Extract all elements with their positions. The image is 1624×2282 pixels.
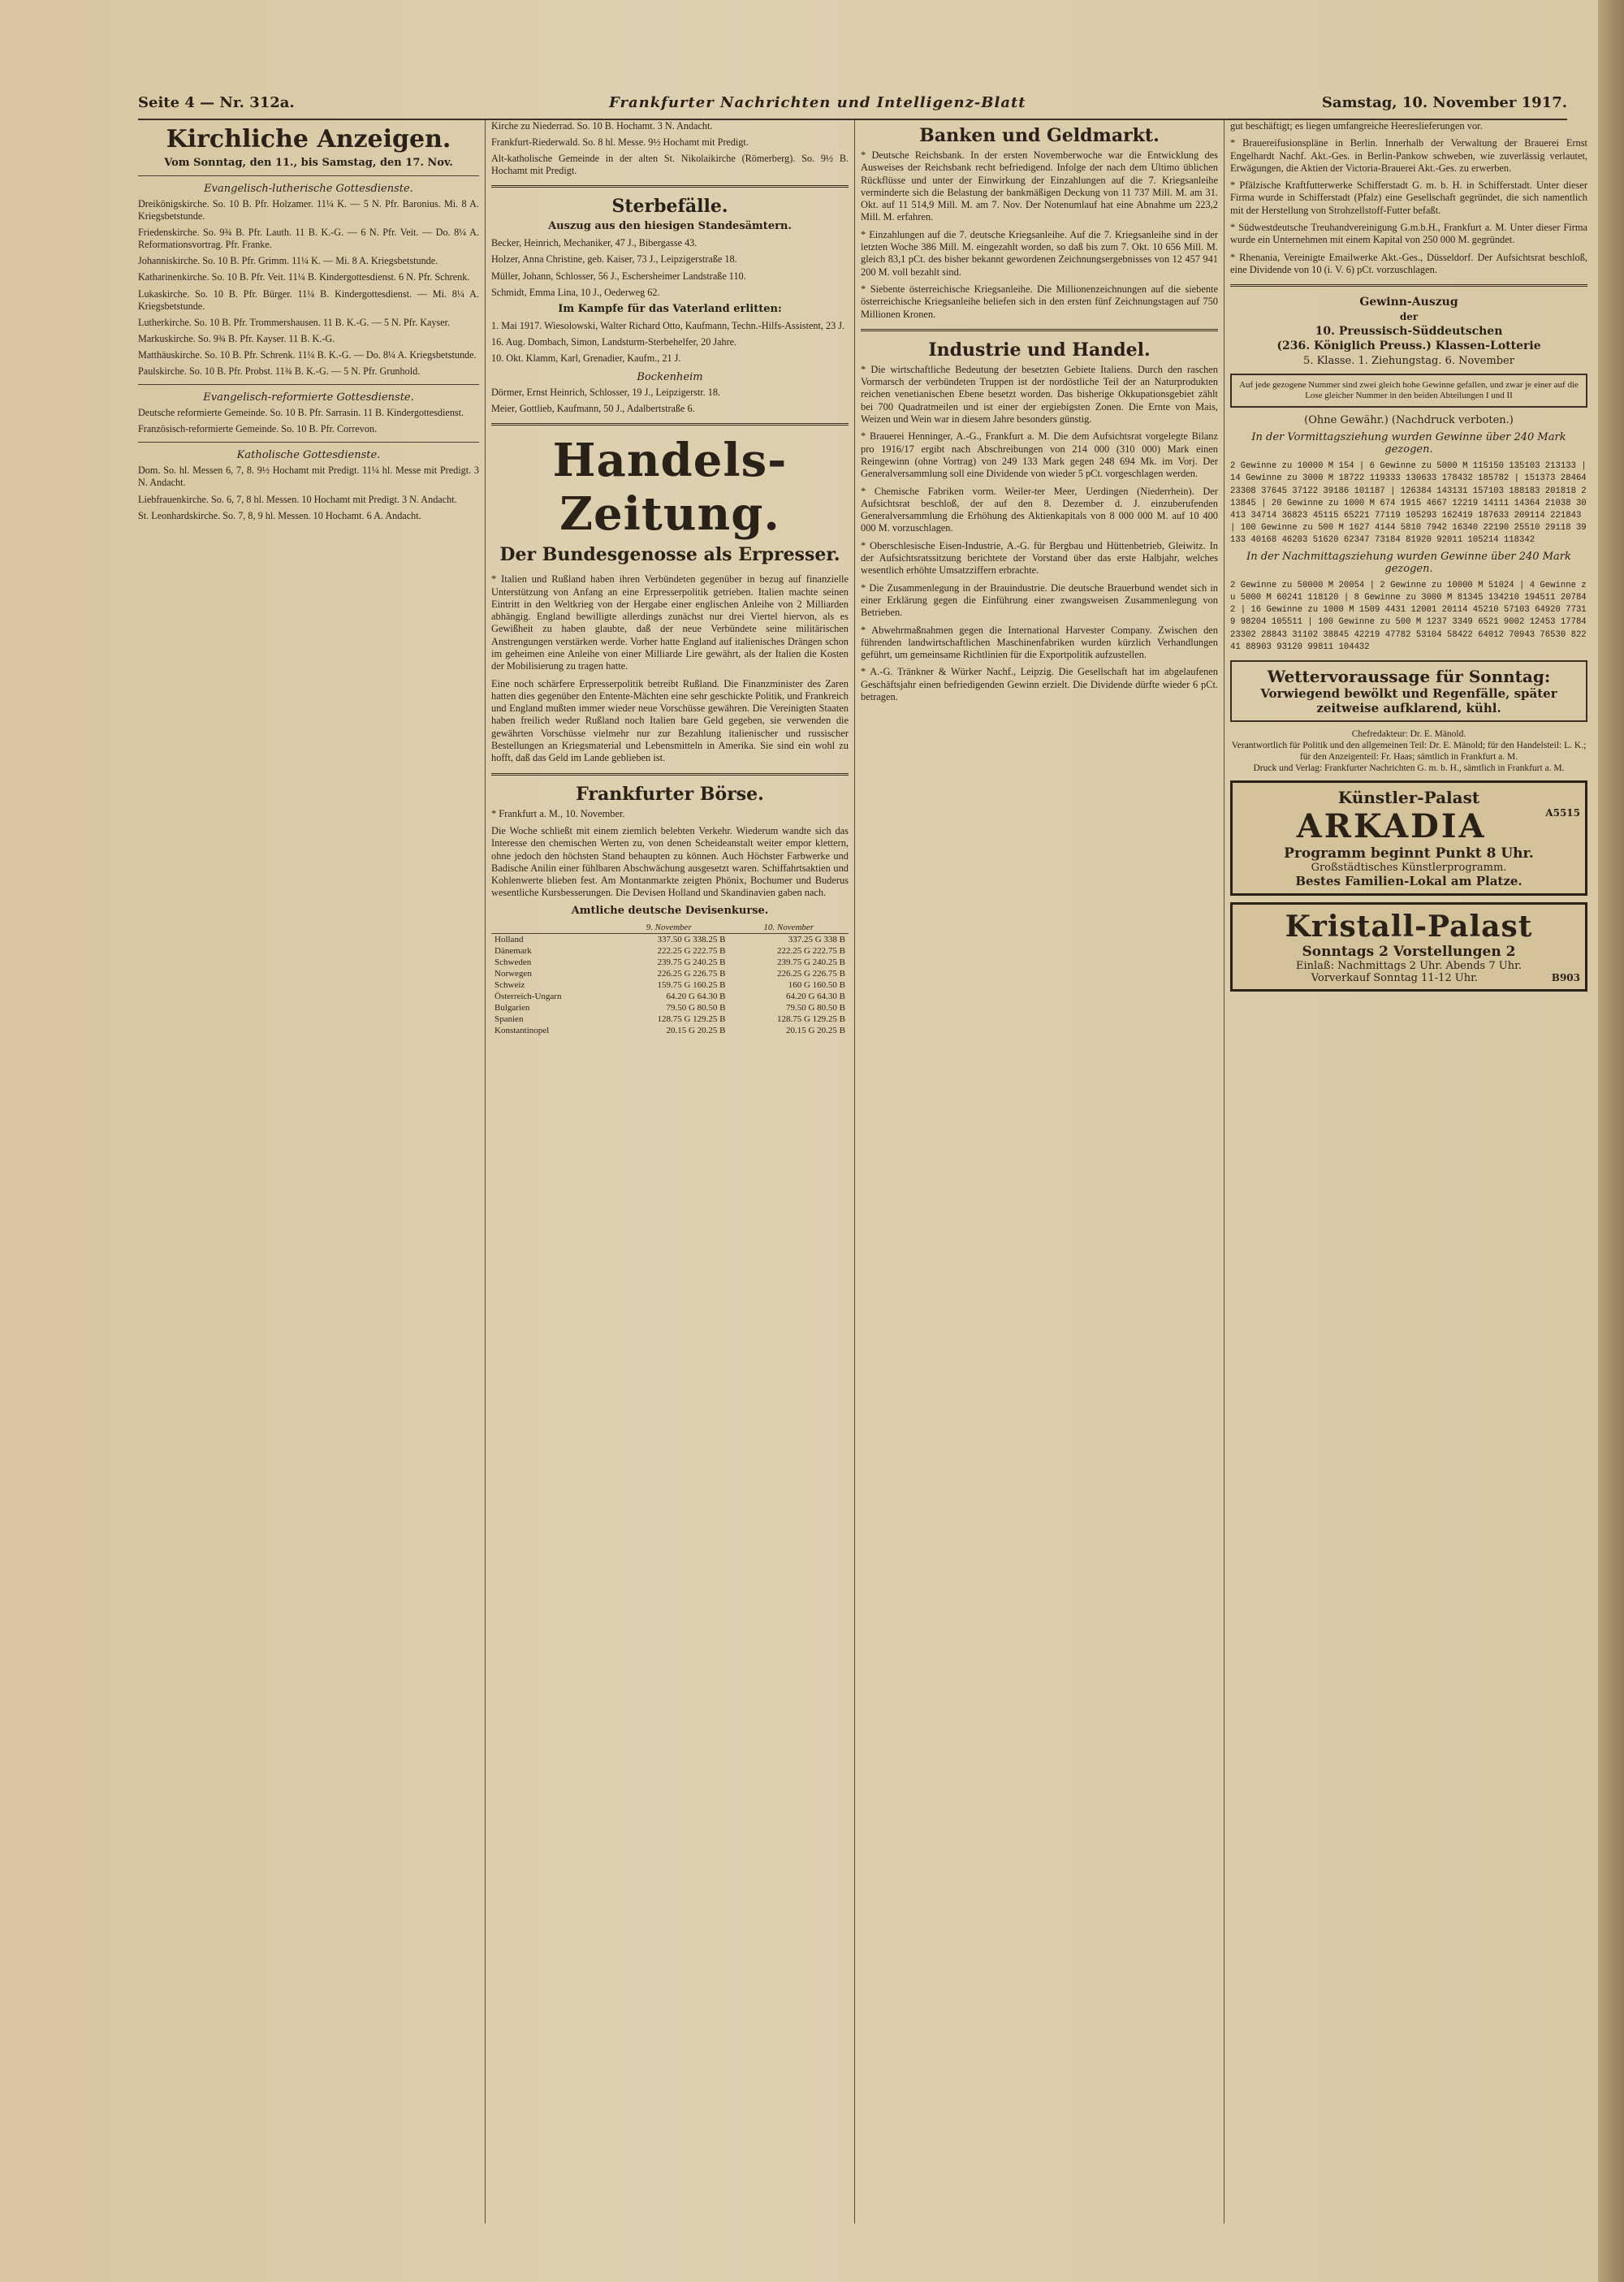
church-section-title: Kirchliche Anzeigen. — [166, 125, 451, 153]
table-cell: 64.20 G 64.30 B — [785, 991, 845, 1001]
column-deaths-commerce — [491, 120, 849, 2224]
article-paragraph: * Brauereifusionspläne in Berlin. Innerhalb der Verwaltung der Brauerei Ernst Engelhardt Nachf. Akt.-Ges. in Berlin-Pankow schweben, wie zuverlässig verlautet, Erwägungen, die Aktien der Victoria-Brauerei Akt.-Ges. zu erwerben. — [1230, 137, 1587, 174]
table-row — [491, 968, 849, 979]
advert-arkadia — [1230, 780, 1587, 896]
table-row — [491, 945, 849, 957]
table-cell: Schweiz — [495, 979, 525, 990]
advert-line: Einlaß: Nachmittags 2 Uhr. Abends 7 Uhr. — [1295, 959, 1522, 972]
table-cell: 222.25 G 222.75 B — [657, 945, 726, 956]
table-header-row — [491, 922, 849, 934]
advert-name: ARKADIA — [1296, 806, 1487, 845]
imprint-line: Druck und Verlag: Frankfurter Nachrichten G. m. b. H., sämtlich in Frankfurt a. M. — [1253, 763, 1565, 773]
table-cell: 64.20 G 64.30 B — [666, 991, 726, 1001]
boerse-dateline: * Frankfurt a. M., 10. November. — [491, 807, 625, 819]
list-item: Frankfurt-Riederwald. So. 8 hl. Messe. 9½ Hochamt mit Predigt. — [491, 136, 749, 149]
advert-name: Kristall-Palast — [1285, 909, 1533, 944]
article-paragraph: * Brauerei Henninger, A.-G., Frankfurt a. M. Die dem Aufsichtsrat vorgelegte Bilanz pro 1916/17 ergibt nach Abschreibungen von 214 000 (310 000) Mark einen Reingewinn (ohne Vortrag) von 249 133 Mark gegen 248 694 Mk. im Vorj. Der Generalversammlung soll eine Dividende von wieder 5 pCt. vorgeschlagen werden. — [861, 430, 1218, 480]
list-item: Katharinenkirche. So. 10 B. Pfr. Veit. 11¼ B. Kindergottesdienst. 6 N. Pfr. Schrenk. — [138, 271, 470, 283]
advert-kristall-palast — [1230, 902, 1587, 992]
list-item: Matthäuskirche. So. 10 B. Pfr. Schrenk. 11¼ B. K.-G. — Do. 8¼ A. Kriegsbetstunde. — [138, 348, 477, 361]
table-cell: Norwegen — [495, 968, 532, 979]
table-row — [491, 979, 849, 991]
table-cell: 79.50 G 80.50 B — [785, 1002, 845, 1013]
table-cell: Dänemark — [495, 945, 532, 956]
advert-phone: A5515 — [1545, 806, 1580, 819]
table-cell: 239.75 G 240.25 B — [657, 957, 726, 967]
article-paragraph: * Chemische Fabriken vorm. Weiler-ter Meer, Uerdingen (Niederrhein). Der Aufsichtsrat beschloß, der auf den 8. Dezember d. J. einzuberufenden Generalversammlung die Erhöhung des Aktienkapitals von 8 000 000 M. auf 10 400 000 M. vorzuschlagen. — [861, 485, 1218, 534]
table-cell: 337.50 G 338.25 B — [657, 934, 726, 944]
table-row — [491, 1014, 849, 1025]
article-paragraph: Eine noch schärfere Erpresserpolitik betreibt Rußland. Die Finanzminister des Zaren hatten dies gegenüber den Entente-Mächten eine sehr geschickte Politik, und Frankreich und England mußten immer wieder neue Vorschüsse gewähren. Die Vereinigten Staaten haben freilich weder Rußland noch Italien bare Geld gegeben, sie verwenden die gewährten Vorschüsse vielmehr nur zur Bezahlung italienischer und russischer Bestellungen an Kriegsmaterial und Lebensmitteln in Amerika. Sie sind ein wohl zu hofft, daß das Geld im Lande geblieben ist. — [491, 677, 849, 764]
table-cell: 160 G 160.50 B — [788, 979, 845, 990]
lottery-title-full: (236. Königlich Preuss.) Klassen-Lotterie — [1276, 339, 1541, 353]
divider — [1230, 284, 1587, 287]
list-item: Paulskirche. So. 10 B. Pfr. Probst. 11¾ B. K.-G. — 5 N. Pfr. Grunhold. — [138, 365, 421, 378]
lottery-results — [1230, 295, 1587, 654]
weather-forecast — [1230, 660, 1587, 722]
list-item: Markuskirche. So. 9¾ B. Pfr. Kayser. 11 B. K.-G. — [138, 332, 335, 344]
table-cell: 20.15 G 20.25 B — [666, 1025, 726, 1035]
lottery-disclaimer: (Ohne Gewähr.) (Nachdruck verboten.) — [1304, 414, 1514, 427]
list-item: Johanniskirche. So. 10 B. Pfr. Grimm. 11¼ K. — Mi. 8 A. Kriegsbetstunde. — [138, 255, 438, 267]
deaths-title: Sterbefälle. — [611, 196, 728, 218]
list-item: 16. Aug. Dombach, Simon, Landsturm-Sterbehelfer, 20 Jahre. — [491, 335, 737, 348]
church-subsection-lutheran: Evangelisch-lutherische Gottesdienste. — [204, 183, 413, 195]
advert-line: Programm beginnt Punkt 8 Uhr. — [1284, 845, 1534, 862]
issue-date: Samstag, 10. November 1917. — [1321, 94, 1567, 111]
divider — [138, 175, 479, 176]
list-item: Französisch-reformierte Gemeinde. So. 10 B. Pfr. Correvon. — [138, 423, 378, 435]
table-row — [491, 991, 849, 1002]
church-subsection-reformed: Evangelisch-reformierte Gottesdienste. — [203, 391, 414, 404]
article-paragraph: * A.-G. Tränkner & Würker Nachf., Leipzig. Die Gesellschaft hat im abgelaufenen Geschäftsjahr einen befriedigenden Gewinn erzielt. Die Dividende dürfte wieder 6 pCt. betragen. — [861, 666, 1218, 702]
table-cell: Bulgarien — [495, 1002, 530, 1013]
article-paragraph: Die Woche schließt mit einem ziemlich belebten Verkehr. Wiederum wandte sich das Interesse den chemischen Werten zu, von denen Scheideanstalt weiter empor klettern, ohne jedoch den höchsten Stand behaupten zu können. Auch Höchster Farbwerke und Badische Anilin einer fühlbaren Abschwächung ausgesetzt waren. Schiffahrtsaktien und Kohlenwerte blieben fest. Am Montanmarkte zeigten Phönix, Bochumer und Buderus wesentliche Kursbesserungen. Die Devisen Holland und Skandinavien gaben nach. — [491, 824, 849, 899]
divider — [491, 423, 849, 426]
list-item: Meier, Gottlieb, Kaufmann, 50 J., Adalbertstraße 6. — [491, 403, 695, 415]
advert-line: Sonntags 2 Vorstellungen 2 — [1302, 943, 1516, 960]
running-header — [138, 91, 1567, 120]
column-church-notices — [138, 120, 479, 2224]
table-cell: Schweden — [495, 957, 532, 967]
list-item: 1. Mai 1917. Wiesolowski, Walter Richard Otto, Kaufmann, Techn.-Hilfs-Assistent, 23 J. — [491, 319, 845, 331]
page-number: Seite 4 — Nr. 312a. — [138, 94, 295, 111]
table-cell: 159.75 G 160.25 B — [657, 979, 726, 990]
article-headline: Der Bundesgenosse als Erpresser. — [499, 544, 840, 566]
article-paragraph: * Deutsche Reichsbank. In der ersten Novemberwoche war die Entwicklung des Ausweises der Reichsbank recht befriedigend. Infolge der nach dem Ultimo üblichen Rückflüsse und unter der Einwirkung der Einzahlungen auf die 7. Kriegsanleihe verminderte sich die Belastung der bankmäßigen Deckung von 11 737 Mill. M. am 31. Okt. auf 11 514,9 Mill. M. am 7. Nov. Der Notenumlauf hat eine Abnahme um 223,2 Mill. M. erfahren. — [861, 149, 1218, 223]
list-item: Dreikönigskirche. So. 10 B. Pfr. Holzamer. 11¼ K. — 5 N. Pfr. Baronius. Mi. 8 A. Kriegsbetstunde. — [138, 198, 479, 223]
church-date-range: Vom Sonntag, den 11., bis Samstag, den 17. Nov. — [164, 157, 453, 169]
table-cell: Konstantinopel — [495, 1025, 550, 1035]
column-rule — [485, 120, 486, 2224]
list-item: Holzer, Anna Christine, geb. Kaiser, 73 J., Leipzigerstraße 18. — [491, 253, 737, 266]
table-cell: 222.25 G 222.75 B — [776, 945, 845, 956]
advert-venue: Künstler-Palast — [1337, 787, 1480, 807]
divider — [138, 384, 479, 385]
table-cell: Österreich-Ungarn — [495, 991, 562, 1001]
masthead-title: Frankfurter Nachrichten und Intelligenz-Blatt — [609, 94, 1026, 111]
table-cell: 128.75 G 129.25 B — [776, 1014, 845, 1024]
article-paragraph: gut beschäftigt; es liegen umfangreiche Heereslieferungen vor. — [1230, 120, 1483, 132]
table-row — [491, 957, 849, 968]
article-paragraph: * Die wirtschaftliche Bedeutung der besetzten Gebiete Italiens. Durch den raschen Vormarsch der verbündeten Truppen ist der nordöstliche Teil der an Naturprodukten reichen venetianischen Ebene besetzt worden. Das bisherige Okkupationsgebiet zählt bei 700 Quadratmeilen und ist einer der ergiebigsten Zonen. Die Ernte von Mais, Weizen und Wein war in diesem Jahre besonders günstig. — [861, 363, 1218, 426]
commerce-section-title: Handels-Zeitung. — [552, 434, 788, 542]
table-row — [491, 933, 849, 945]
advert-phone: B903 — [1551, 971, 1580, 983]
page-edge-shadow — [1598, 0, 1624, 2282]
lottery-morning-heading: In der Vormittagsziehung wurden Gewinne über 240 Mark gezogen. — [1251, 431, 1566, 456]
article-paragraph: * Rhenania, Vereinigte Emailwerke Akt.-Ges., Düsseldorf. Der Aufsichtsrat beschloß, eine Dividende von 10 (i. V. 6) pCt. vorzuschlagen. — [1230, 251, 1587, 275]
table-cell: 226.25 G 226.75 B — [776, 968, 845, 979]
industry-title: Industrie und Handel. — [928, 339, 1151, 361]
table-header: 10. November — [728, 922, 849, 934]
article-paragraph: * Südwestdeutsche Treuhandvereinigung G.m.b.H., Frankfurt a. M. Unter dieser Firma wurde ein Unternehmen mit einem Kapital von 250 000 M. gegründet. — [1230, 222, 1587, 246]
table-cell: 79.50 G 80.50 B — [666, 1002, 726, 1013]
war-dead-heading: Im Kampfe für das Vaterland erlitten: — [558, 302, 782, 315]
divider — [491, 185, 849, 188]
devisen-title: Amtliche deutsche Devisenkurse. — [571, 904, 769, 917]
list-item: Friedenskirche. So. 9¾ B. Pfr. Lauth. 11 B. K.-G. — 6 N. Pfr. Veit. — Do. 8¼ A. Reformationsvortrag. Pfr. Franke. — [138, 227, 479, 251]
imprint-line: Chefredakteur: Dr. E. Mänold. — [1351, 728, 1466, 739]
table-cell: 337.25 G 338 B — [788, 934, 845, 944]
lottery-title-connector: der — [1399, 311, 1419, 323]
divider — [491, 773, 849, 776]
list-item: Kirche zu Niederrad. So. 10 B. Hochamt. 3 N. Andacht. — [491, 120, 713, 132]
table-header — [491, 922, 609, 934]
advert-line: Großstädtisches Künstlerprogramm. — [1311, 861, 1507, 874]
list-item: Lukaskirche. So. 10 B. Pfr. Bürger. 11¼ B. Kindergottesdienst. — Mi. 8¼ A. Kriegsbetstunde. — [138, 287, 479, 312]
boerse-title: Frankfurter Börse. — [576, 783, 764, 805]
lottery-afternoon-numbers: 2 Gewinne zu 50000 M 20054 | 2 Gewinne zu 10000 M 51024 | 4 Gewinne zu 5000 M 60241 118120 | 8 Gewinne zu 3000 M 81345 134210 194511 207842 | 16 Gewinne zu 1000 M 1509 4431 12001 20114 45210 57103 64920 77319 98204 105511 | 100 Gewinne zu 500 M 1237 3349 6521 9002 12453 17784 23302 28843 31102 38845 42219 47782 53104 58422 64012 70943 76530 82241 88903 93120 99811 104432 — [1230, 580, 1587, 652]
article-paragraph: * Abwehrmaßnahmen gegen die International Harvester Company. Zwischen den führenden landwirtschaftlichen Maschinenfabriken wurden kürzlich Verhandlungen geführt, um gemeinsame Richtlinien für die Exportpolitik aufzustellen. — [861, 624, 1218, 661]
lottery-title: Gewinn-Auszug — [1359, 296, 1458, 309]
table-cell: 239.75 G 240.25 B — [776, 957, 845, 967]
article-paragraph: * Pfälzische Kraftfutterwerke Schifferstadt G. m. b. H. in Schifferstadt. Unter dieser Firma wurde in Schifferstadt (Pfalz) eine Gesellschaft gegründet, die sich namentlich mit der Herstellung von Strohzellstoff-Futter befaßt. — [1230, 179, 1587, 216]
lottery-class-date: 5. Klasse. 1. Ziehungstag. 6. November — [1303, 355, 1514, 368]
article-paragraph: * Die Zusammenlegung in der Brauindustrie. Die deutsche Brauerbund wendet sich in einer Erklärung gegen die Einführung einer zwangsweisen Zusammenlegung von Betrieben. — [861, 581, 1218, 619]
imprint-line: Verantwortlich für Politik und den allgemeinen Teil: Dr. E. Mänold; für den Handelsteil: L. K.; für den Anzeigenteil: Fr. Haas; sämtlich in Frankfurt a. M. — [1231, 740, 1587, 762]
article-paragraph: * Italien und Rußland haben ihren Verbündeten gegenüber in bezug auf finanzielle Unterstützung von Anfang an eine Erpresserpolitik getrieben. Italien machte seinen Eintritt in den Weltkrieg von der Hergabe einer englischen Anleihe von 2 Milliarden abhängig. England bewilligte allerdings zunächst nur drei Viertel hiervon, als es Gewißheit zu haben glaubte, daß der neue Verbündete seine militärischen Anstrengungen verstärken werde. Vorher hatte England auf italienisches Drängen schon im geheimen eine Anleihe von einer Milliarde Lire gewährt, als der Italien die Kosten der Mobilisierung zu tragen hatte. — [491, 573, 849, 672]
column-rule — [854, 120, 855, 2224]
table-cell: 20.15 G 20.25 B — [785, 1025, 845, 1035]
district-heading: Bockenheim — [637, 371, 703, 384]
list-item: St. Leonhardskirche. So. 7, 8, 9 hl. Messen. 10 Hochamt. 6 A. Andacht. — [138, 509, 421, 521]
table-row — [491, 1025, 849, 1036]
column-lottery-ads — [1230, 120, 1587, 2224]
lottery-morning-numbers: 2 Gewinne zu 10000 M 154 | 6 Gewinne zu 5000 M 115150 135103 213133 | 14 Gewinne zu 3000 M 18722 119333 130633 178432 185782 | 151373 28464 23308 37645 37122 39186 101187 | 126384 143131 157103 188183 201818 213845 | 20 Gewinne zu 1000 M 674 1915 4667 12219 14111 14364 21038 30413 34714 36823 45115 65221 77119 105293 162419 187633 209114 221843 | 100 Gewinne zu 500 M 1627 4144 5810 7942 16340 22190 25510 29118 39133 40168 46203 51620 62347 73184 81920 92011 105214 118342 — [1230, 461, 1587, 546]
list-item: Liebfrauenkirche. So. 6, 7, 8 hl. Messen. 10 Hochamt mit Predigt. 3 N. Andacht. — [138, 493, 457, 505]
lottery-note: Auf jede gezogene Nummer sind zwei gleich hohe Gewinne gefallen, und zwar je einer auf die Lose gleicher Nummer in den beiden Abteilungen I und II — [1230, 374, 1587, 408]
deaths-subtitle: Auszug aus den hiesigen Standesämtern. — [548, 220, 792, 233]
list-item: Becker, Heinrich, Mechaniker, 47 J., Bibergasse 43. — [491, 237, 698, 249]
table-cell: 226.25 G 226.75 B — [657, 968, 726, 979]
divider — [861, 329, 1218, 331]
list-item: Lutherkirche. So. 10 B. Pfr. Trommershausen. 11 B. K.-G. — 5 N. Pfr. Kayser. — [138, 316, 451, 328]
list-item: 10. Okt. Klamm, Karl, Grenadier, Kaufm., 21 J. — [491, 352, 681, 364]
table-cell: Holland — [495, 934, 524, 944]
banking-title: Banken und Geldmarkt. — [919, 125, 1160, 146]
lottery-afternoon-heading: In der Nachmittagsziehung wurden Gewinne über 240 Mark gezogen. — [1246, 550, 1571, 575]
table-row — [491, 1002, 849, 1014]
weather-title: Wettervoraussage für Sonntag: — [1267, 666, 1551, 686]
divider — [138, 442, 479, 443]
list-item: Deutsche reformierte Gemeinde. So. 10 B. Pfr. Sarrasin. 11 B. Kindergottesdienst. — [138, 407, 464, 419]
column-banking-industry — [861, 120, 1218, 2224]
church-subsection-catholic: Katholische Gottesdienste. — [236, 449, 381, 462]
list-item: Alt-katholische Gemeinde in der alten St. Nikolaikirche (Römerberg). So. 9½ B. Hochamt mit Predigt. — [491, 153, 849, 177]
advert-line: Vorverkauf Sonntag 11-12 Uhr. — [1311, 971, 1478, 984]
article-paragraph: * Einzahlungen auf die 7. deutsche Kriegsanleihe. Auf die 7. Kriegsanleihe sind in der letzten Woche 386 Mill. M. eingezahlt worden, so daß bis zum 7. Okt. 10 656 Mill. M. gleich 83,1 pCt. des bisher bekannt gewordenen Zeichnungsergebnisses von 12 457 941 200 M. voll bezahlt sind. — [861, 228, 1218, 278]
list-item: Müller, Johann, Schlosser, 56 J., Eschersheimer Landstraße 110. — [491, 270, 746, 282]
list-item: Schmidt, Emma Lina, 10 J., Oederweg 62. — [491, 286, 660, 298]
table-cell: 128.75 G 129.25 B — [657, 1014, 726, 1024]
article-paragraph: * Oberschlesische Eisen-Industrie, A.-G. für Bergbau und Hüttenbetrieb, Gleiwitz. In der Aufsichtsratssitzung berichtete der Vorstand über das erste Halbjahr, welches wesentlich erhöhte Umsatzziffern erbrachte. — [861, 539, 1218, 577]
weather-text: Vorwiegend bewölkt und Regenfälle, später zeitweise aufklarend, kühl. — [1260, 685, 1557, 715]
table-header: 9. November — [609, 922, 729, 934]
table-cell: Spanien — [495, 1014, 524, 1024]
lottery-title-edition: 10. Preussisch-Süddeutschen — [1315, 325, 1503, 339]
list-item: Dom. So. hl. Messen 6, 7, 8. 9½ Hochamt mit Predigt. 11¼ hl. Messe mit Predigt. 3 N. Andacht. — [138, 465, 479, 489]
article-paragraph: * Siebente österreichische Kriegsanleihe. Die Millionenzeichnungen auf die siebente österreichische Kriegsanleihe beliefen sich in den ersten fünf Zeichnungstagen auf 750 Millionen Kronen. — [861, 283, 1218, 320]
exchange-rate-table — [491, 922, 849, 1036]
imprint — [1230, 728, 1587, 774]
advert-line: Bestes Familien-Lokal am Platze. — [1295, 873, 1522, 888]
list-item: Dörmer, Ernst Heinrich, Schlosser, 19 J., Leipzigerstr. 18. — [491, 387, 720, 399]
